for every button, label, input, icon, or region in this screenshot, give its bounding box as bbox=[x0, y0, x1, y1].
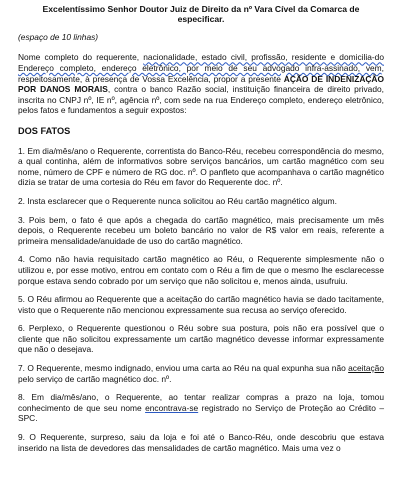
fact-paragraph-7 bbox=[18, 363, 384, 384]
intro-text-1: Nome completo do requerente, bbox=[18, 52, 144, 63]
intro-text-5: , contra o banco Razão social, instituição financeira de direito privado, inscrita no CNPJ nº, IE nº, agência nº, com sede na rua Endereço completo, endereço eletrônico, pelos fatos e fundamentos a seguir expostos: bbox=[18, 84, 384, 116]
fact-paragraph-4: 4. Como não havia requisitado cartão magnético ao Réu, o Requerente simplesmente não o utilizou e, por esse motivo, entrou em contato com o Réu a fim de que o mesmo lhe esclarecesse porque estava sendo cobrado por um serviço que não solicitou e, menos ainda, usufruiu. bbox=[18, 254, 384, 286]
fact-paragraph-9: 9. O Requerente, surpreso, saiu da loja e foi até o Banco-Réu, onde descobriu que estava inserido na lista de devedores das mensalidades de cartão magnético. Mais uma vez o bbox=[18, 432, 384, 453]
fact-paragraph-1: 1. Em dia/mês/ano o Requerente, correntista do Banco-Réu, recebeu correspondência do mesmo, a qual continha, além de informativos sobre serviços bancários, um cartão magnético com seu nome, número de CPF e número de RG doc. nº. O panfleto que acompanhava o cartão magnético dizia se tratar de uma cortesia do Réu em favor do Requerente doc. nº. bbox=[18, 145, 384, 188]
fact-paragraph-6: 6. Perplexo, o Requerente questionou o Réu sobre sua postura, pois não era possível que o cliente que não solicitou expressamente um cartão magnético devesse informar expressamente que não o desejava. bbox=[18, 323, 384, 355]
fact-paragraph-3: 3. Pois bem, o fato é que após a chegada do cartão magnético, mais precisamente um mês depois, o Requerente recebeu um boleto bancário no valor de R$ valor em reais, referente a primeira mensalidade/anuidade de uso do cartão magnético. bbox=[18, 214, 384, 246]
spacing-note: (espaço de 10 linhas) bbox=[18, 31, 99, 42]
section-heading-dos-fatos: DOS FATOS bbox=[18, 125, 71, 136]
fact-7-text-a: 7. O Requerente, mesmo indignado, enviou uma carta ao Réu na qual expunha sua não bbox=[18, 363, 349, 374]
fact-7-underlined-word: aceitação bbox=[348, 363, 384, 374]
intro-paragraph bbox=[18, 52, 384, 116]
fact-8-text-a: 8. Em dia/mês/ano, o Requerente, ao tentar realizar compras a prazo na loja, tomou conhecimento de que seu nome bbox=[18, 392, 384, 413]
intro-qualification-underlined: nacionalidade, estado civil, profissão, residente e domicilia-do Endereço completo, endereço eletrônico, por meio de seu advogado infra-assinado, vem bbox=[18, 52, 384, 73]
fact-8-underlined-word: encontrava-se bbox=[145, 402, 199, 413]
fact-paragraph-5: 5. O Réu afirmou ao Requerente que a aceitação do cartão magnético havia se dado tacitamente, visto que o Requerente não mencionou expressamente sua recusa ao serviço oferecido. bbox=[18, 294, 384, 315]
intro-text-3: , respeitosamente, à presença de Vossa Excelência, propor a presente bbox=[18, 63, 384, 84]
fact-7-text-c: pelo serviço de cartão magnético doc. nº. bbox=[18, 373, 172, 384]
fact-8-text-c: registrado no Serviço de Proteção ao Crédito – SPC. bbox=[18, 402, 384, 424]
action-title: AÇÃO DE INDENIZAÇÃO POR DANOS MORAIS bbox=[18, 73, 384, 95]
fact-paragraph-8 bbox=[18, 392, 384, 424]
fact-paragraph-2: 2. Insta esclarecer que o Requerente nunca solicitou ao Réu cartão magnético algum. bbox=[18, 195, 337, 206]
document-title: Excelentíssimo Senhor Doutor Juiz de Direito da nº Vara Cível da Comarca de especificar. bbox=[42, 4, 360, 25]
